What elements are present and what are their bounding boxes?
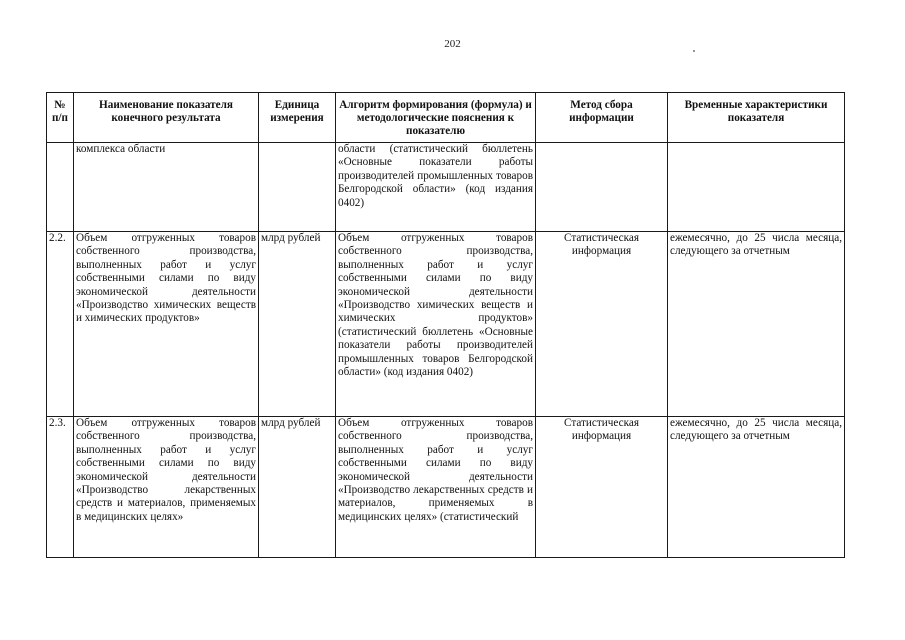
header-time: Временные характеристики показателя — [668, 93, 845, 143]
cell-name: Объем отгруженных товаров собственного производства, выполненных работ и услуг собственными силами по виду экономической деятельности «Производство химических веществ и химических продуктов» — [74, 232, 259, 417]
cell-time — [668, 143, 845, 232]
cell-time: ежемесячно, до 25 числа месяца, следующего за отчетным — [668, 417, 845, 558]
header-unit: Единица измерения — [259, 93, 336, 143]
table-row — [47, 232, 845, 417]
header-num: № п/п — [47, 93, 74, 143]
table-header-row — [47, 93, 845, 143]
cell-unit — [259, 143, 336, 232]
cell-algorithm: области (статистический бюллетень «Основные показатели работы производителей промышленных товаров Белгородской области» (код издания 0402) — [336, 143, 536, 232]
cell-name: комплекса области — [74, 143, 259, 232]
cell-name: Объем отгруженных товаров собственного производства, выполненных работ и услуг собственными силами по виду экономической деятельности «Производство лекарственных средств и материалов, применяемых в медицинских целях» — [74, 417, 259, 558]
cell-num: 2.3. — [47, 417, 74, 558]
cell-num — [47, 143, 74, 232]
table-row — [47, 417, 845, 558]
cell-num: 2.2. — [47, 232, 74, 417]
cell-method — [536, 143, 668, 232]
header-method: Метод сбора информации — [536, 93, 668, 143]
scan-speck — [693, 50, 695, 52]
table-row — [47, 143, 845, 232]
header-algorithm: Алгоритм формирования (формула) и методологические пояснения к показателю — [336, 93, 536, 143]
cell-algorithm: Объем отгруженных товаров собственного производства, выполненных работ и услуг собственными силами по виду экономической деятельности «Производство лекарственных средств и материалов, применяемых в медицинских целях» (статистический — [336, 417, 536, 558]
cell-algorithm: Объем отгруженных товаров собственного производства, выполненных работ и услуг собственными силами по виду экономической деятельности «Производство химических веществ и химических продуктов» (статистический бюллетень «Основные показатели работы производителей промышленных товаров Белгородской области» (код издания 0402) — [336, 232, 536, 417]
cell-unit: млрд рублей — [259, 232, 336, 417]
cell-method: Статистическая информация — [536, 232, 668, 417]
cell-unit: млрд рублей — [259, 417, 336, 558]
cell-time: ежемесячно, до 25 числа месяца, следующего за отчетным — [668, 232, 845, 417]
indicators-table — [46, 92, 845, 558]
page-number: 202 — [444, 38, 461, 50]
cell-method: Статистическая информация — [536, 417, 668, 558]
header-name: Наименование показателя конечного результата — [74, 93, 259, 143]
